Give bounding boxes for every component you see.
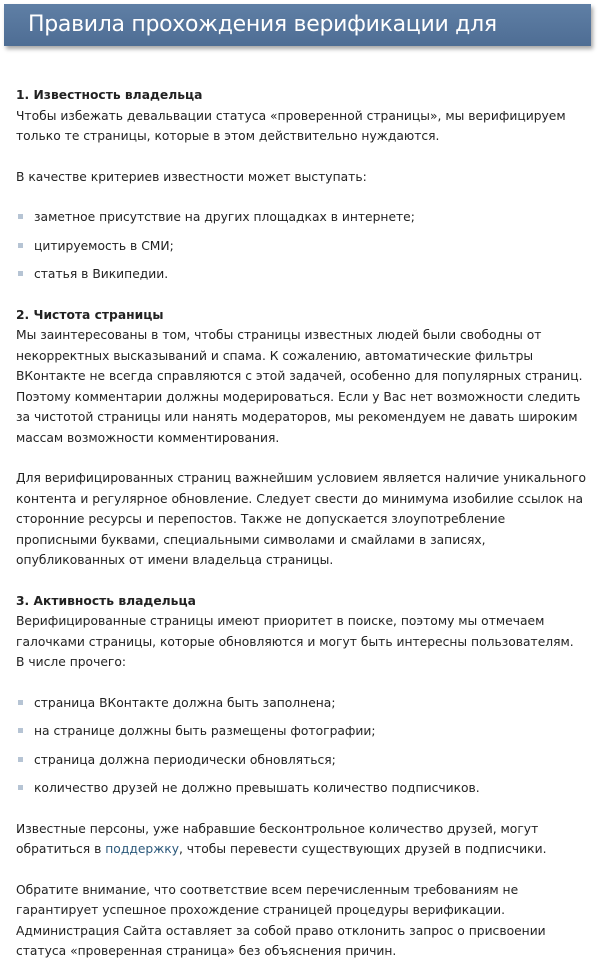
section-3-heading: 3. Активность владельца: [16, 593, 196, 608]
bullet-icon: [18, 214, 23, 219]
page-title-banner: [4, 4, 591, 79]
criteria-list: [16, 207, 586, 285]
list-item: заметное присутствие на других площадках в интернете;: [16, 207, 586, 228]
support-link[interactable]: поддержку: [105, 842, 179, 856]
section-3-paragraph-3: Обратите внимание, что соответствие всем перечисленным требованиям не гарантирует успешное прохождение страницей процедуры верификации. Администрация Сайта оставляет за собой право отклонить запрос о присвоении статуса «проверенная страница» без объяснения причин.: [16, 882, 546, 958]
requirements-list: [16, 693, 586, 799]
list-item: количество друзей не должно превышать количество подписчиков.: [16, 778, 586, 799]
bullet-icon: [18, 700, 23, 705]
section-2-paragraph-1: Мы заинтересованы в том, чтобы страницы известных людей были свободны от некорректных высказываний и спама. К сожалению, автоматические фильтры ВКонтакте не всегда справляются с этой задачей, особенно для популярных страниц. Поэтому комментарии должны модерироваться. Если у Вас нет возможности следить за чистотой страницы или нанять модераторов, мы рекомендуем не давать широким массам возможности комментирования.: [16, 328, 583, 445]
list-item: цитируемость в СМИ;: [16, 236, 586, 257]
list-item: на странице должны быть размещены фотографии;: [16, 721, 586, 742]
bullet-icon: [18, 757, 23, 762]
bullet-icon: [18, 785, 23, 790]
page-title: Правила прохождения верификации для профилей: [28, 12, 497, 79]
section-3-paragraph-2: Известные персоны, уже набравшие бесконтрольное количество друзей, могут обратиться в поддержку, чтобы перевести существующих друзей в подписчики.: [16, 821, 547, 856]
section-1-paragraph-1: Чтобы избежать девальвации статуса «проверенной страницы», мы верифицируем только те страницы, которые в этом действительно нуждаются.: [16, 108, 566, 143]
rules-content: [16, 85, 586, 962]
section-1-paragraph-2: В качестве критериев известности может выступать:: [16, 169, 367, 184]
list-item: статья в Википедии.: [16, 264, 586, 285]
list-item: страница должна периодически обновляться;: [16, 750, 586, 771]
bullet-icon: [18, 728, 23, 733]
section-2-paragraph-2: Для верифицированных страниц важнейшим условием является наличие уникального контента и регулярное обновление. Следует свести до минимума изобилие ссылок на сторонние ресурсы и перепостов. Также не допускается злоупотребление прописными буквами, специальными символами и смайлами в записях, опубликованных от имени владельца страницы.: [16, 471, 586, 567]
bullet-icon: [18, 243, 23, 248]
bullet-icon: [18, 271, 23, 276]
section-3-paragraph-1: Верифицированные страницы имеют приоритет в поиске, поэтому мы отмечаем галочками страницы, которые обновляются и могут быть интересны пользователям. В числе прочего:: [16, 614, 574, 669]
section-2-heading: 2. Чистота страницы: [16, 307, 164, 322]
list-item: страница ВКонтакте должна быть заполнена;: [16, 693, 586, 714]
section-1-heading: 1. Известность владельца: [16, 88, 203, 102]
